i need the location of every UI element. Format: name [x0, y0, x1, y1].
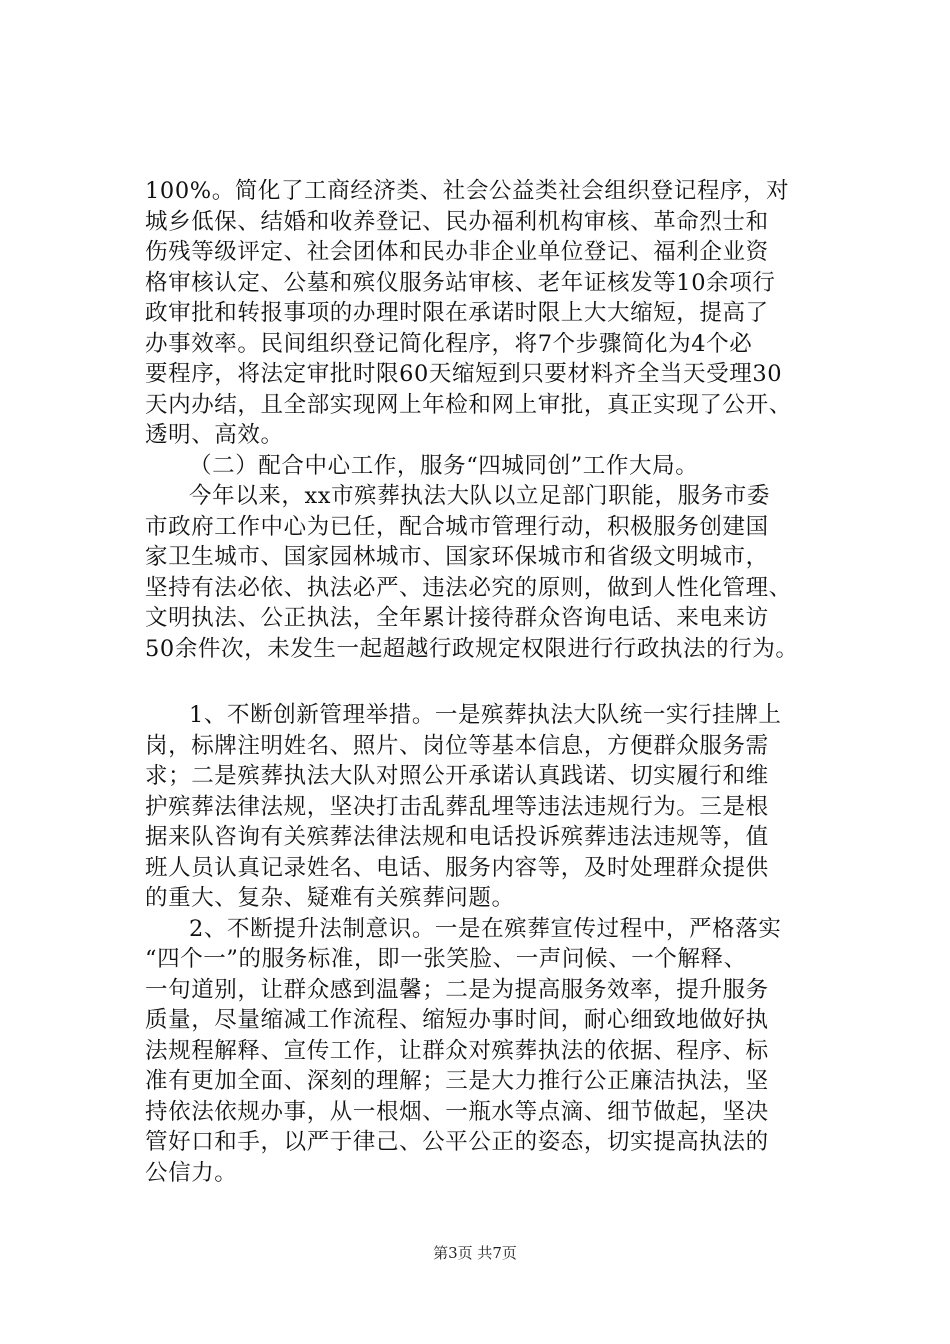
text-line: 据来队咨询有关殡葬法律法规和电话投诉殡葬违法违规等，值	[145, 824, 769, 850]
text-line: 班人员认真记录姓名、电话、服务内容等，及时处理群众提供	[145, 854, 769, 881]
text-line: 城乡低保、结婚和收养登记、民办福利机构审核、革命烈士和	[145, 208, 769, 235]
paragraph-item-1	[145, 700, 845, 914]
text-line: 50余件次，未发生一起超越行政规定权限进行行政执法的行为。	[145, 635, 799, 662]
text-line: 1、不断创新管理举措。一是殡葬执法大队统一实行挂牌上	[189, 702, 782, 728]
paragraph-spacer	[145, 664, 845, 700]
text-line: 求；二是殡葬执法大队对照公开承诺认真践诺、切实履行和维	[145, 763, 769, 789]
text-line: 透明、高效。	[145, 422, 284, 448]
paragraph-continuation	[145, 176, 845, 451]
text-line: 办事效率。民间组织登记简化程序，将7个步骤简化为4个必	[145, 330, 753, 357]
text-line: “四个一”的服务标准，即一张笑脸、一声问候、一个解释、	[145, 946, 747, 972]
text-line: 质量，尽量缩减工作流程、缩短办事时间，耐心细致地做好执	[145, 1007, 769, 1033]
page-footer	[0, 1242, 950, 1263]
text-line: 持依法依规办事，从一根烟、一瓶水等点滴、细节做起，坚决	[145, 1098, 769, 1125]
paragraph-item-2	[145, 914, 845, 1189]
text-line: 准有更加全面、深刻的理解；三是大力推行公正廉洁执法，坚	[145, 1068, 769, 1094]
text-line: 护殡葬法律法规，坚决打击乱葬乱埋等违法违规行为。三是根	[145, 793, 769, 820]
text-line: 岗，标牌注明姓名、照片、岗位等基本信息，方便群众服务需	[145, 732, 769, 759]
section-heading: （二）配合中心工作，服务“四城同创”工作大局。	[189, 452, 699, 479]
text-line: 今年以来，xx市殡葬执法大队以立足部门职能，服务市委	[189, 483, 770, 509]
text-line: 法规程解释、宣传工作，让群众对殡葬执法的依据、程序、标	[145, 1037, 769, 1064]
text-line: 要程序，将法定审批时限60天缩短到只要材料齐全当天受理30	[145, 361, 783, 387]
text-line: 政审批和转报事项的办理时限在承诺时限上大大缩短，提高了	[145, 300, 769, 326]
page-number: 第3页 共7页	[433, 1244, 517, 1262]
text-line: 公信力。	[145, 1159, 238, 1186]
text-line: 市政府工作中心为已任，配合城市管理行动，积极服务创建国	[145, 513, 769, 540]
document-body	[145, 176, 845, 1188]
text-line: 的重大、复杂、疑难有关殡葬问题。	[145, 885, 515, 911]
text-line: 天内办结，且全部实现网上年检和网上审批，真正实现了公开、	[145, 391, 792, 418]
text-line: 管好口和手，以严于律己、公平公正的姿态，切实提高执法的	[145, 1129, 769, 1155]
text-line: 文明执法、公正执法，全年累计接待群众咨询电话、来电来访	[145, 605, 769, 631]
text-line: 100%。简化了工商经济类、社会公益类社会组织登记程序，对	[145, 178, 790, 204]
text-line: 格审核认定、公墓和殡仪服务站审核、老年证核发等10余项行	[145, 269, 776, 296]
text-line: 一句道别，让群众感到温馨；二是为提高服务效率，提升服务	[145, 976, 769, 1003]
text-line: 伤残等级评定、社会团体和民办非企业单位登记、福利企业资	[145, 239, 769, 265]
text-line: 坚持有法必依、执法必严、违法必究的原则，做到人性化管理、	[145, 574, 792, 601]
text-line: 家卫生城市、国家园林城市、国家环保城市和省级文明城市，	[145, 544, 769, 570]
text-line: 2、不断提升法制意识。一是在殡葬宣传过程中，严格落实	[189, 915, 782, 942]
paragraph-intro	[145, 481, 845, 664]
